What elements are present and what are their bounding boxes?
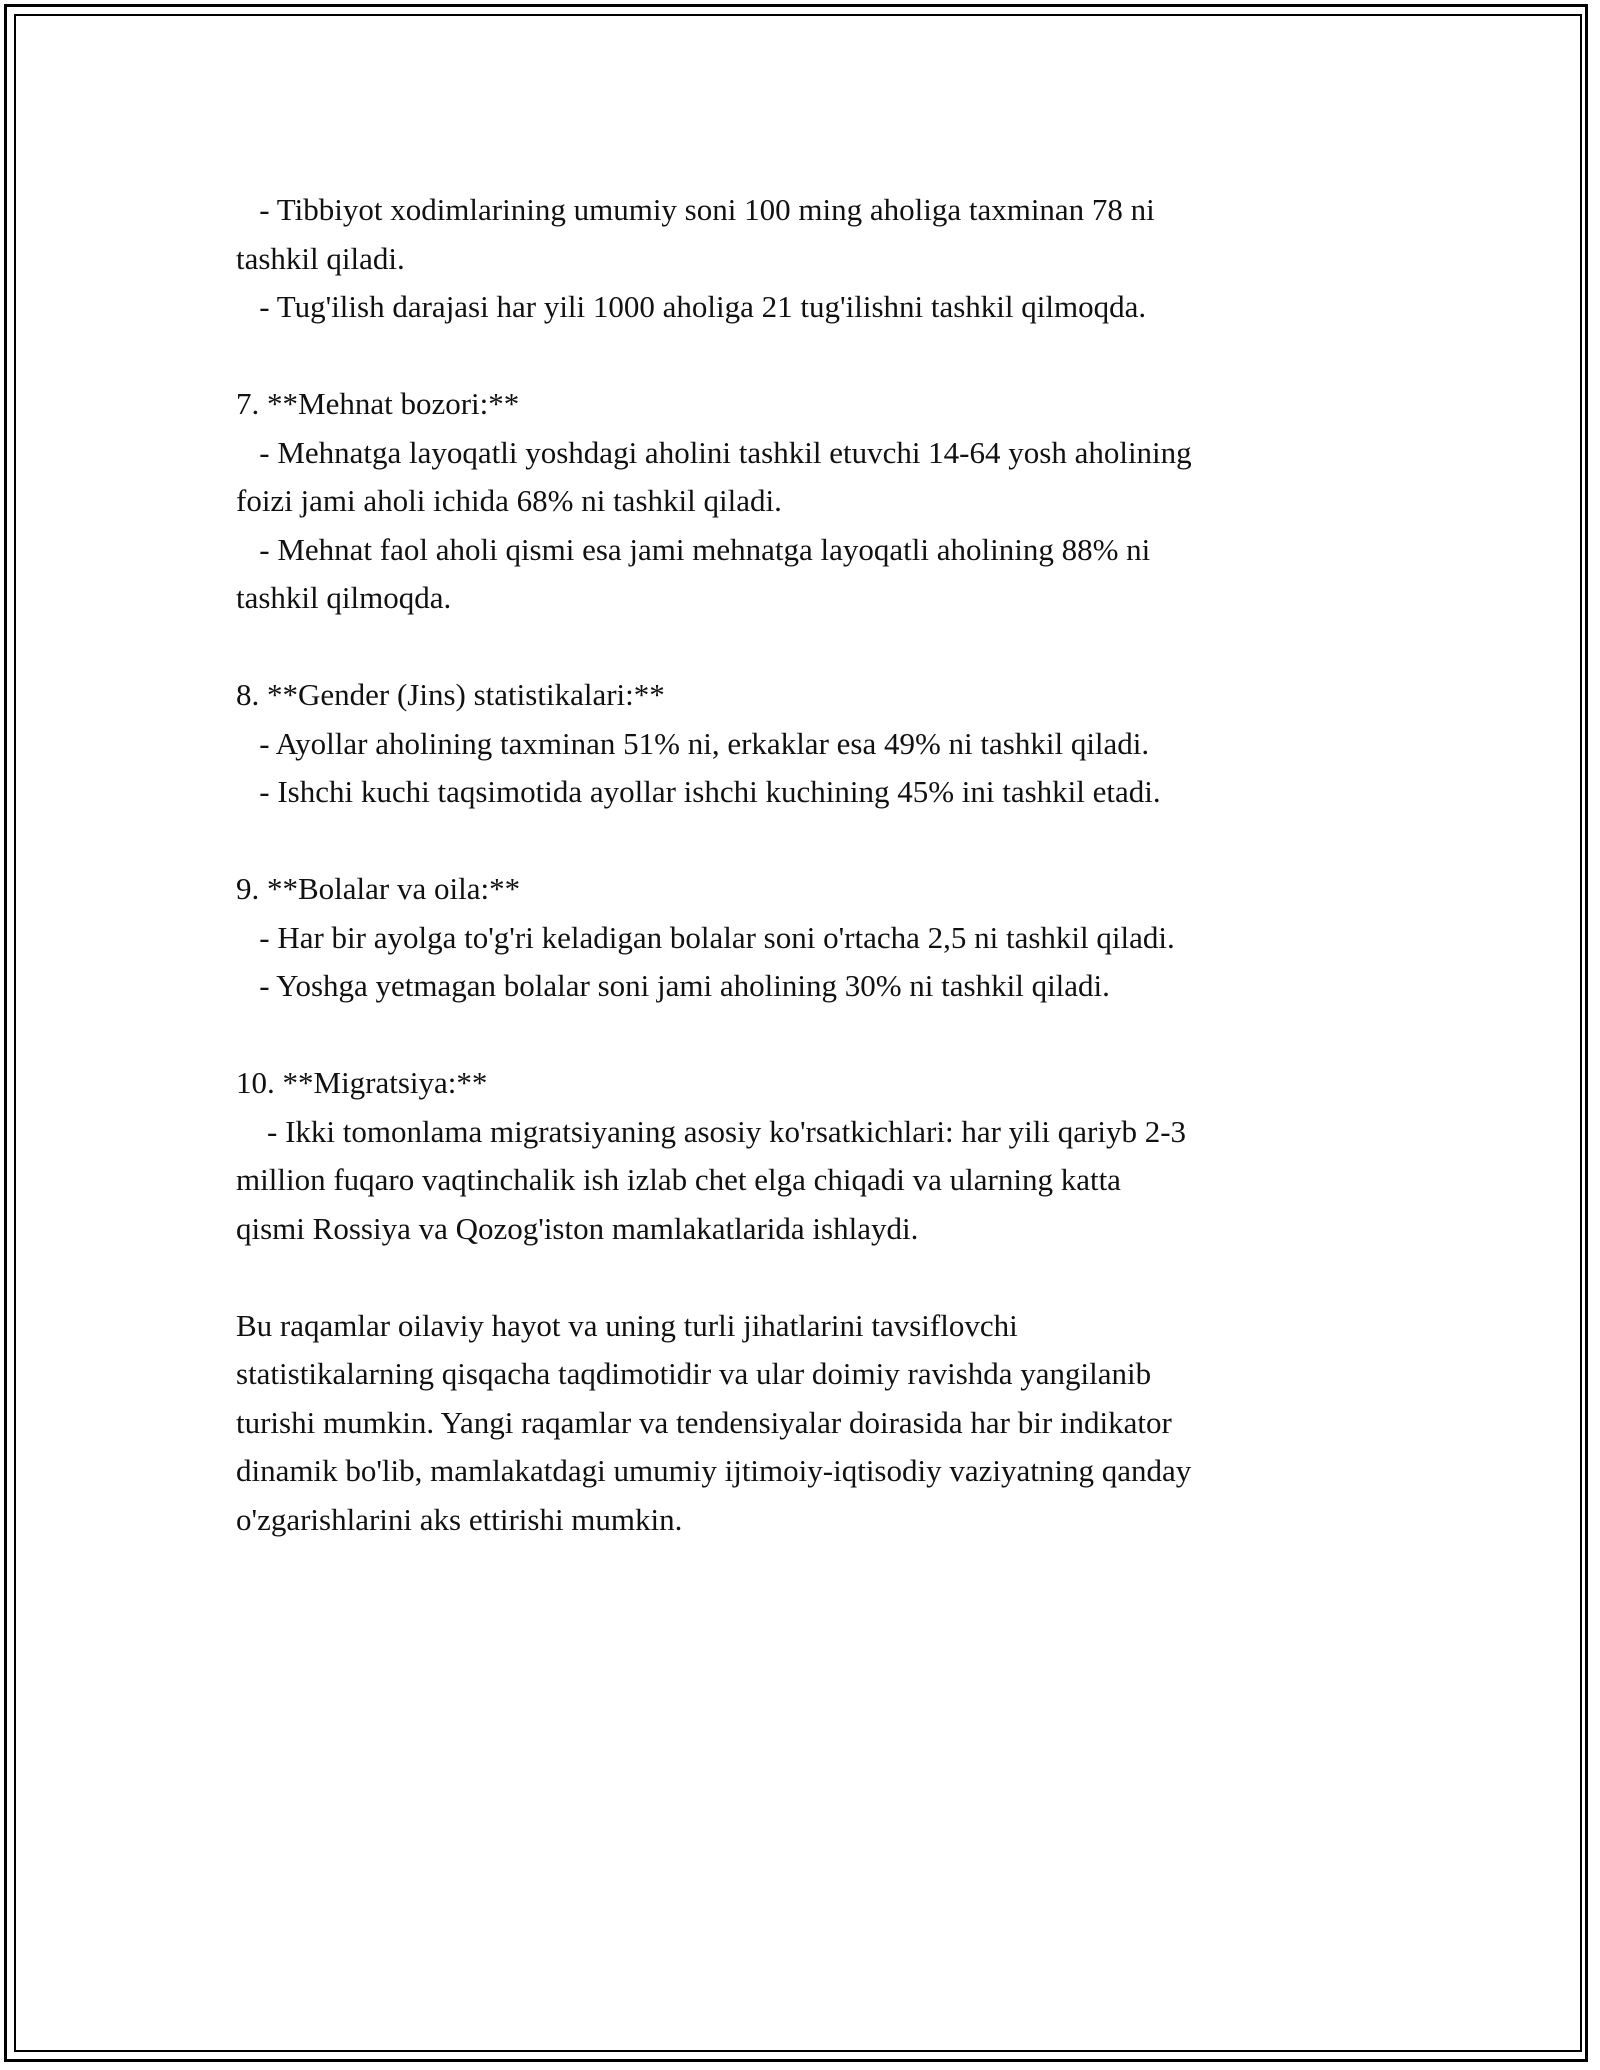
text-line: - Ayollar aholining taxminan 51% ni, erkaklar esa 49% ni tashkil qiladi. — [236, 725, 1150, 761]
section-heading: 10. **Migratsiya:** — [236, 1065, 488, 1100]
text-line: statistikalarning qisqacha taqdimotidir va ular doimiy ravishda yangilanib — [236, 1356, 1152, 1391]
text-line: - Tug'ilish darajasi har yili 1000 aholiga 21 tug'ilishni tashkil qilmoqda. — [236, 289, 1147, 324]
text-line: - Har bir ayolga to'g'ri keladigan bolalar soni o'rtacha 2,5 ni tashkil qiladi. — [236, 919, 1175, 955]
text-line: tashkil qiladi. — [236, 240, 405, 276]
document-body — [236, 186, 1376, 1544]
blank-line — [236, 1011, 1376, 1060]
text-line: tashkil qilmoqda. — [236, 580, 452, 615]
text-line: Bu raqamlar oilaviy hayot va uning turli jihatlarini tavsiflovchi — [236, 1307, 1018, 1343]
text-line: turishi mumkin. Yangi raqamlar va tendensiyalar doirasida har bir indikator — [236, 1404, 1172, 1440]
text-line: qismi Rossiya va Qozog'iston mamlakatlarida ishlaydi. — [236, 1210, 919, 1246]
blank-line — [236, 817, 1376, 866]
text-line: o'zgarishlarini aks ettirishi mumkin. — [236, 1501, 683, 1537]
text-line: - Mehnatga layoqatli yoshdagi aholini tashkil etuvchi 14-64 yosh aholining — [236, 434, 1192, 470]
text-line: - Yoshga yetmagan bolalar soni jami aholining 30% ni tashkil qiladi. — [236, 968, 1110, 1003]
section-heading: 9. **Bolalar va oila:** — [236, 871, 521, 906]
section-heading: 7. **Mehnat bozori:** — [236, 386, 520, 421]
blank-line — [236, 1253, 1376, 1302]
text-line: million fuqaro vaqtinchalik ish izlab chet elga chiqadi va ularning katta — [236, 1162, 1121, 1197]
section-heading: 8. **Gender (Jins) statistikalari:** — [236, 677, 665, 712]
text-line: foizi jami aholi ichida 68% ni tashkil qiladi. — [236, 483, 782, 518]
blank-line — [236, 332, 1376, 381]
text-line: - Mehnat faol aholi qismi esa jami mehnatga layoqatli aholining 88% ni — [236, 531, 1151, 567]
text-line: - Ishchi kuchi taqsimotida ayollar ishchi kuchining 45% ini tashkil etadi. — [236, 774, 1161, 809]
blank-line — [236, 623, 1376, 672]
text-line: - Tibbiyot xodimlarining umumiy soni 100 ming aholiga taxminan 78 ni — [236, 192, 1155, 227]
text-line: dinamik bo'lib, mamlakatdagi umumiy ijtimoiy-iqtisodiy vaziyatning qanday — [236, 1453, 1192, 1488]
text-line: - Ikki tomonlama migratsiyaning asosiy ko'rsatkichlari: har yili qariyb 2-3 — [236, 1113, 1187, 1149]
